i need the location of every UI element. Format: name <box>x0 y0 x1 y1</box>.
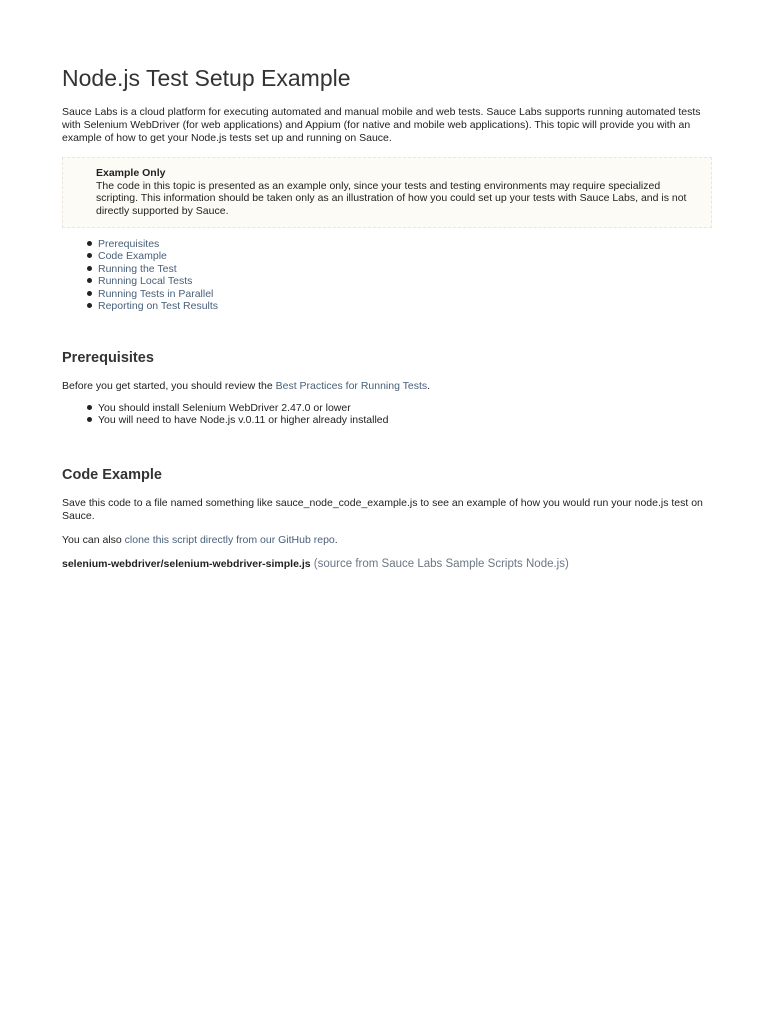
example-only-note <box>62 157 712 228</box>
intro-paragraph: Sauce Labs is a cloud platform for executing automated and manual mobile and web tests. Sauce Labs supports running automated tests with Selenium WebDriver (for web applications) and Appium (for native and mobile web applications). This topic will provide you with an example of how to get your Node.js tests set up and running on Sauce. <box>62 106 701 144</box>
prerequisites-intro <box>62 380 712 393</box>
toc-link-running-tests-in-parallel[interactable]: Running Tests in Parallel <box>98 287 214 300</box>
best-practices-link[interactable]: Best Practices for Running Tests <box>275 379 428 392</box>
toc-link-running-the-test[interactable]: Running the Test <box>98 262 177 275</box>
source-label: (source from Sauce Labs Sample Scripts Node.js) <box>310 557 569 570</box>
note-body: The code in this topic is presented as an example only, since your tests and testing environments may require specialized scripting. This information should be taken only as an illustration of how you could set up your tests with Sauce Labs, and is not directly supported by Sauce. <box>96 179 687 218</box>
github-clone-link[interactable]: clone this script directly from our GitHub repo <box>124 533 335 546</box>
toc-item-prerequisites <box>98 238 712 251</box>
toc-link-prerequisites[interactable]: Prerequisites <box>98 237 160 250</box>
list-item: You will need to have Node.js v.0.11 or higher already installed <box>98 414 712 427</box>
clone-text-before: You can also <box>62 533 125 546</box>
code-example-paragraph: Save this code to a file named something like sauce_node_code_example.js to see an example of how you would run your node.js test on Sauce. <box>62 496 703 522</box>
toc-link-code-example[interactable]: Code Example <box>98 250 167 263</box>
list-item: You should install Selenium WebDriver 2.47.0 or lower <box>98 402 712 415</box>
toc-item-running-local-tests <box>98 275 712 288</box>
source-line <box>62 558 712 571</box>
toc-link-running-local-tests[interactable]: Running Local Tests <box>98 275 193 288</box>
prerequisites-heading: Prerequisites <box>62 349 154 366</box>
toc-item-reporting-on-test-results <box>98 300 712 313</box>
toc-item-running-the-test <box>98 263 712 276</box>
code-example-heading: Code Example <box>62 466 162 483</box>
toc-item-code-example <box>98 250 712 263</box>
note-title: Example Only <box>96 167 166 179</box>
clone-text-after: . <box>334 533 338 546</box>
clone-paragraph <box>62 534 712 547</box>
toc-link-reporting-on-test-results[interactable]: Reporting on Test Results <box>98 300 219 313</box>
prerequisites-text-before: Before you get started, you should review the <box>62 379 276 392</box>
prerequisites-text-after: . <box>427 379 431 392</box>
page-title: Node.js Test Setup Example <box>62 65 351 91</box>
toc-item-running-tests-in-parallel <box>98 288 712 301</box>
prerequisites-list <box>62 402 712 427</box>
table-of-contents <box>62 238 712 313</box>
document-page <box>62 62 712 571</box>
source-file-name: selenium-webdriver/selenium-webdriver-simple.js <box>62 557 311 570</box>
